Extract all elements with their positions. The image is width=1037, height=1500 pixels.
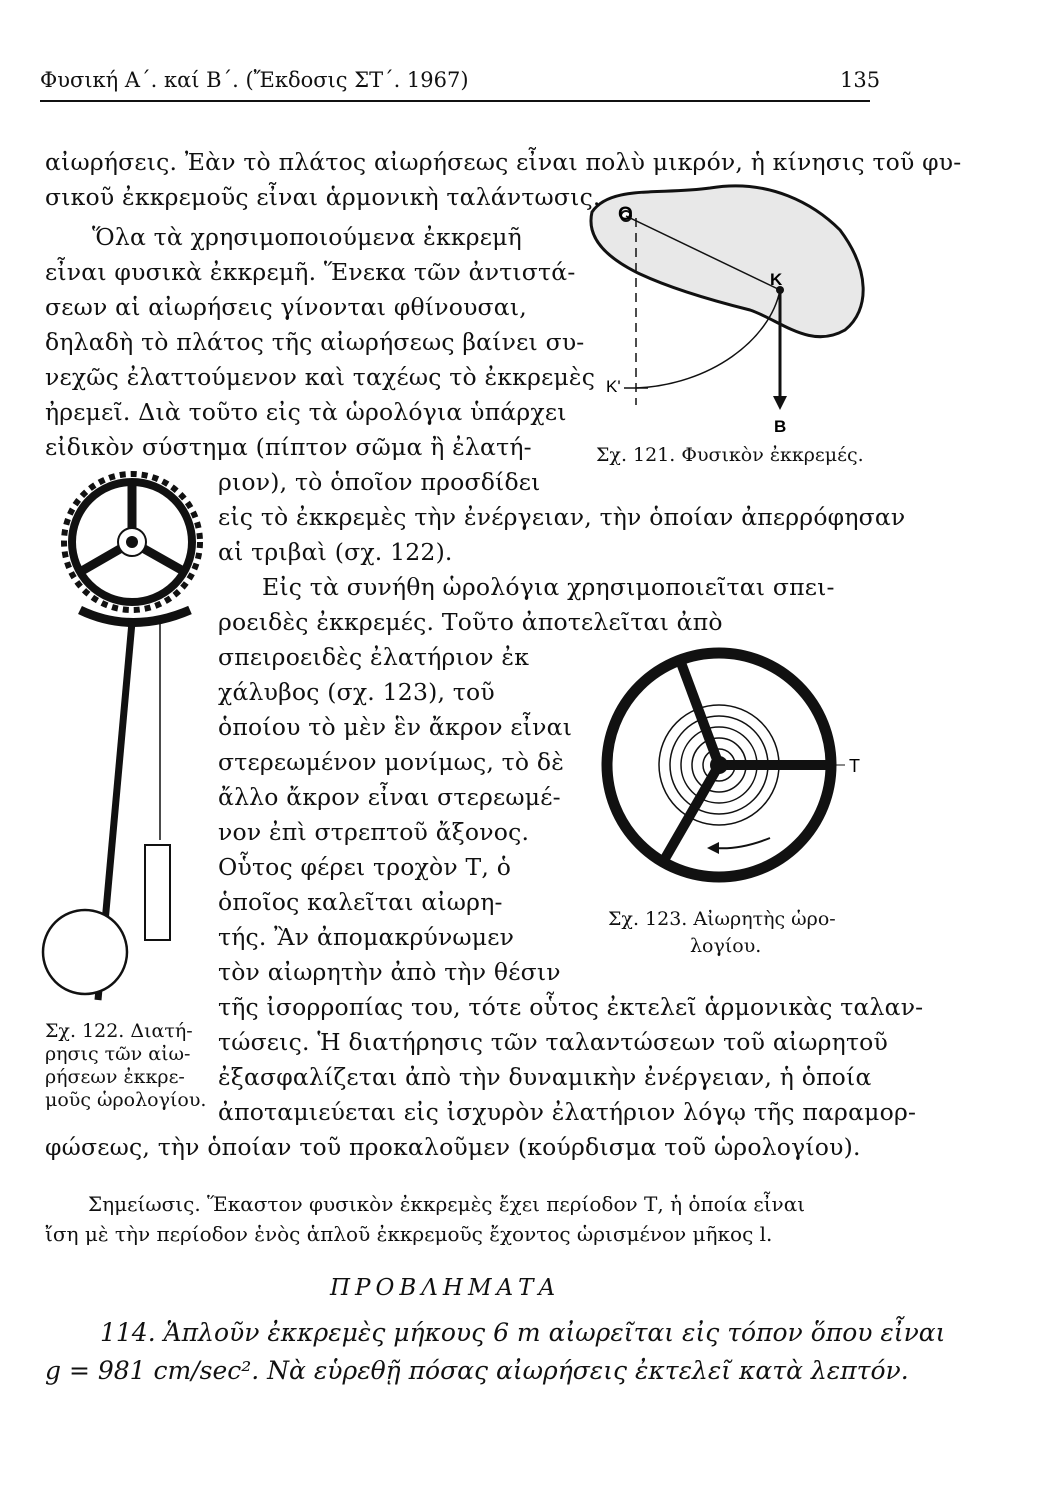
- figure-123-caption: Σχ. 123. Αἰωρητὴς ὡρο-: [608, 908, 836, 930]
- text-line: νον ἐπὶ στρεπτοῦ ἄξονος.: [218, 818, 530, 846]
- text-line: αἰωρήσεις. Ἐὰν τὸ πλάτος αἰωρήσεως εἶναι πολὺ μικρόν, ἡ κίνησις τοῦ φυ-: [45, 148, 962, 176]
- text-line: σικοῦ ἐκκρεμοῦς εἶναι ἁρμονικὴ ταλάντωσις.: [45, 183, 601, 211]
- text-line: Ὅλα τὰ χρησιμοποιούμενα ἐκκρεμῆ: [92, 223, 522, 251]
- text-line: ριον), τὸ ὁποῖον προσδίδει: [218, 468, 541, 496]
- text-line: στερεωμένον μονίμως, τὸ δὲ: [218, 748, 565, 776]
- figure-121-physical-pendulum: [570, 170, 880, 460]
- text-line: ἠρεμεῖ. Διὰ τοῦτο εἰς τὰ ὡρολόγια ὑπάρχει: [45, 398, 567, 426]
- text-line: σεων αἱ αἰωρήσεις γίνονται φθίνουσαι,: [45, 293, 527, 321]
- text-line: ἀποταμιεύεται εἰς ἰσχυρὸν ἐλατήριον λόγῳ τῆς παραμορ-: [218, 1098, 917, 1126]
- text-line: τῆς ἰσορροπίας του, τότε οὗτος ἐκτελεῖ ἁρμονικὰς ταλαν-: [218, 993, 924, 1021]
- text-line: ὁποίου τὸ μὲν ἓν ἄκρον εἶναι: [218, 713, 573, 741]
- text-line: τής. Ἂν ἀπομακρύνωμεν: [218, 923, 515, 951]
- problems-title: ΠΡΟΒΛΗΜΑΤΑ: [330, 1275, 561, 1301]
- note-line: ἴση μὲ τὴν περίοδον ἑνὸς ἁπλοῦ ἐκκρεμοῦς ἔχοντος ὡρισμένον μῆκος l.: [45, 1222, 773, 1246]
- figure-121-caption: Σχ. 121. Φυσικὸν ἐκκρεμές.: [596, 444, 864, 466]
- text-line: ροειδὲς ἐκκρεμές. Τοῦτο ἀποτελεῖται ἀπὸ: [218, 608, 723, 636]
- label-o: O: [618, 204, 633, 225]
- figure-122-caption: μοῦς ὡρολογίου.: [45, 1089, 207, 1111]
- pendulum-bob: [43, 910, 127, 994]
- arrow-head-b: [773, 396, 787, 410]
- header-rule: [40, 100, 870, 102]
- text-line: τώσεις. Ἡ διατήρησις τῶν ταλαντώσεων τοῦ αἰωρητοῦ: [218, 1028, 888, 1056]
- balance-axle: [710, 756, 728, 774]
- text-line: εἰς τὸ ἐκκρεμὲς τὴν ἐνέργειαν, τὴν ὁποίαν ἀπερρόφησαν: [218, 503, 906, 531]
- page-number: 135: [840, 68, 881, 92]
- text-line: χάλυβος (σχ. 123), τοῦ: [218, 678, 495, 706]
- text-line: εἰδικὸν σύστημα (πίπτον σῶμα ἢ ἐλατή-: [45, 433, 532, 461]
- problem-114-line: g = 981 cm/sec². Νὰ εὑρεθῇ πόσας αἰωρήσεις ἐκτελεῖ κατὰ λεπτόν.: [45, 1356, 909, 1385]
- text-line: Εἰς τὰ συνήθη ὡρολόγια χρησιμοποιεῖται σπει-: [262, 573, 835, 601]
- text-line: ὁποῖος καλεῖται αἰωρη-: [218, 888, 503, 916]
- text-line: δηλαδὴ τὸ πλάτος τῆς αἰωρήσεως βαίνει συ-: [45, 328, 585, 356]
- text-line: σπειροειδὲς ἐλατήριον ἐκ: [218, 643, 530, 671]
- text-line: ἄλλο ἄκρον εἶναι στερεωμέ-: [218, 783, 561, 811]
- figure-123-caption: λογίου.: [690, 935, 762, 957]
- text-line: εἶναι φυσικὰ ἐκκρεμῆ. Ἕνεκα τῶν ἀντιστά-: [45, 258, 576, 286]
- text-line: ἐξασφαλίζεται ἀπὸ τὴν δυναμικὴν ἐνέργειαν, ἡ ὁποία: [218, 1063, 872, 1091]
- text-line: Οὗτος φέρει τροχὸν Τ, ὁ: [218, 853, 512, 881]
- text-line: τὸν αἰωρητὴν ἀπὸ τὴν θέσιν: [218, 958, 561, 986]
- figure-122-caption: ρησις τῶν αἰω-: [45, 1043, 191, 1065]
- label-k-prime: K': [606, 377, 621, 396]
- figure-122-caption: Σχ. 122. Διατή-: [45, 1020, 193, 1042]
- figure-123-balance-wheel: [595, 640, 875, 900]
- running-header: Φυσική Α΄. καί Β΄. (Ἔκδοσις ΣΤ΄. 1967): [40, 68, 469, 92]
- text-line: αἱ τριβαὶ (σχ. 122).: [218, 538, 453, 566]
- problem-114-line: 114. Ἁπλοῦν ἐκκρεμὲς μήκους 6 m αἰωρεῖται εἰς τόπον ὅπου εἶναι: [100, 1318, 946, 1347]
- figure-122-caption: ρήσεων ἐκκρε-: [45, 1066, 185, 1088]
- label-b: B: [774, 417, 787, 436]
- text-line: νεχῶς ἐλαττούμενον καὶ ταχέως τὸ ἐκκρεμὲς: [45, 363, 596, 391]
- label-t: T: [849, 756, 860, 776]
- rest-bob-outline: [145, 845, 170, 940]
- note-line: Σημείωσις. Ἕκαστον φυσικὸν ἐκκρεμὲς ἔχει περίοδον Τ, ἡ ὁποία εἶναι: [88, 1192, 806, 1216]
- figure-122-clock-escapement: [40, 460, 215, 1010]
- label-k: K: [770, 270, 783, 289]
- text-line: φώσεως, τὴν ὁποίαν τοῦ προκαλοῦμεν (κούρδισμα τοῦ ὡρολογίου).: [45, 1133, 861, 1161]
